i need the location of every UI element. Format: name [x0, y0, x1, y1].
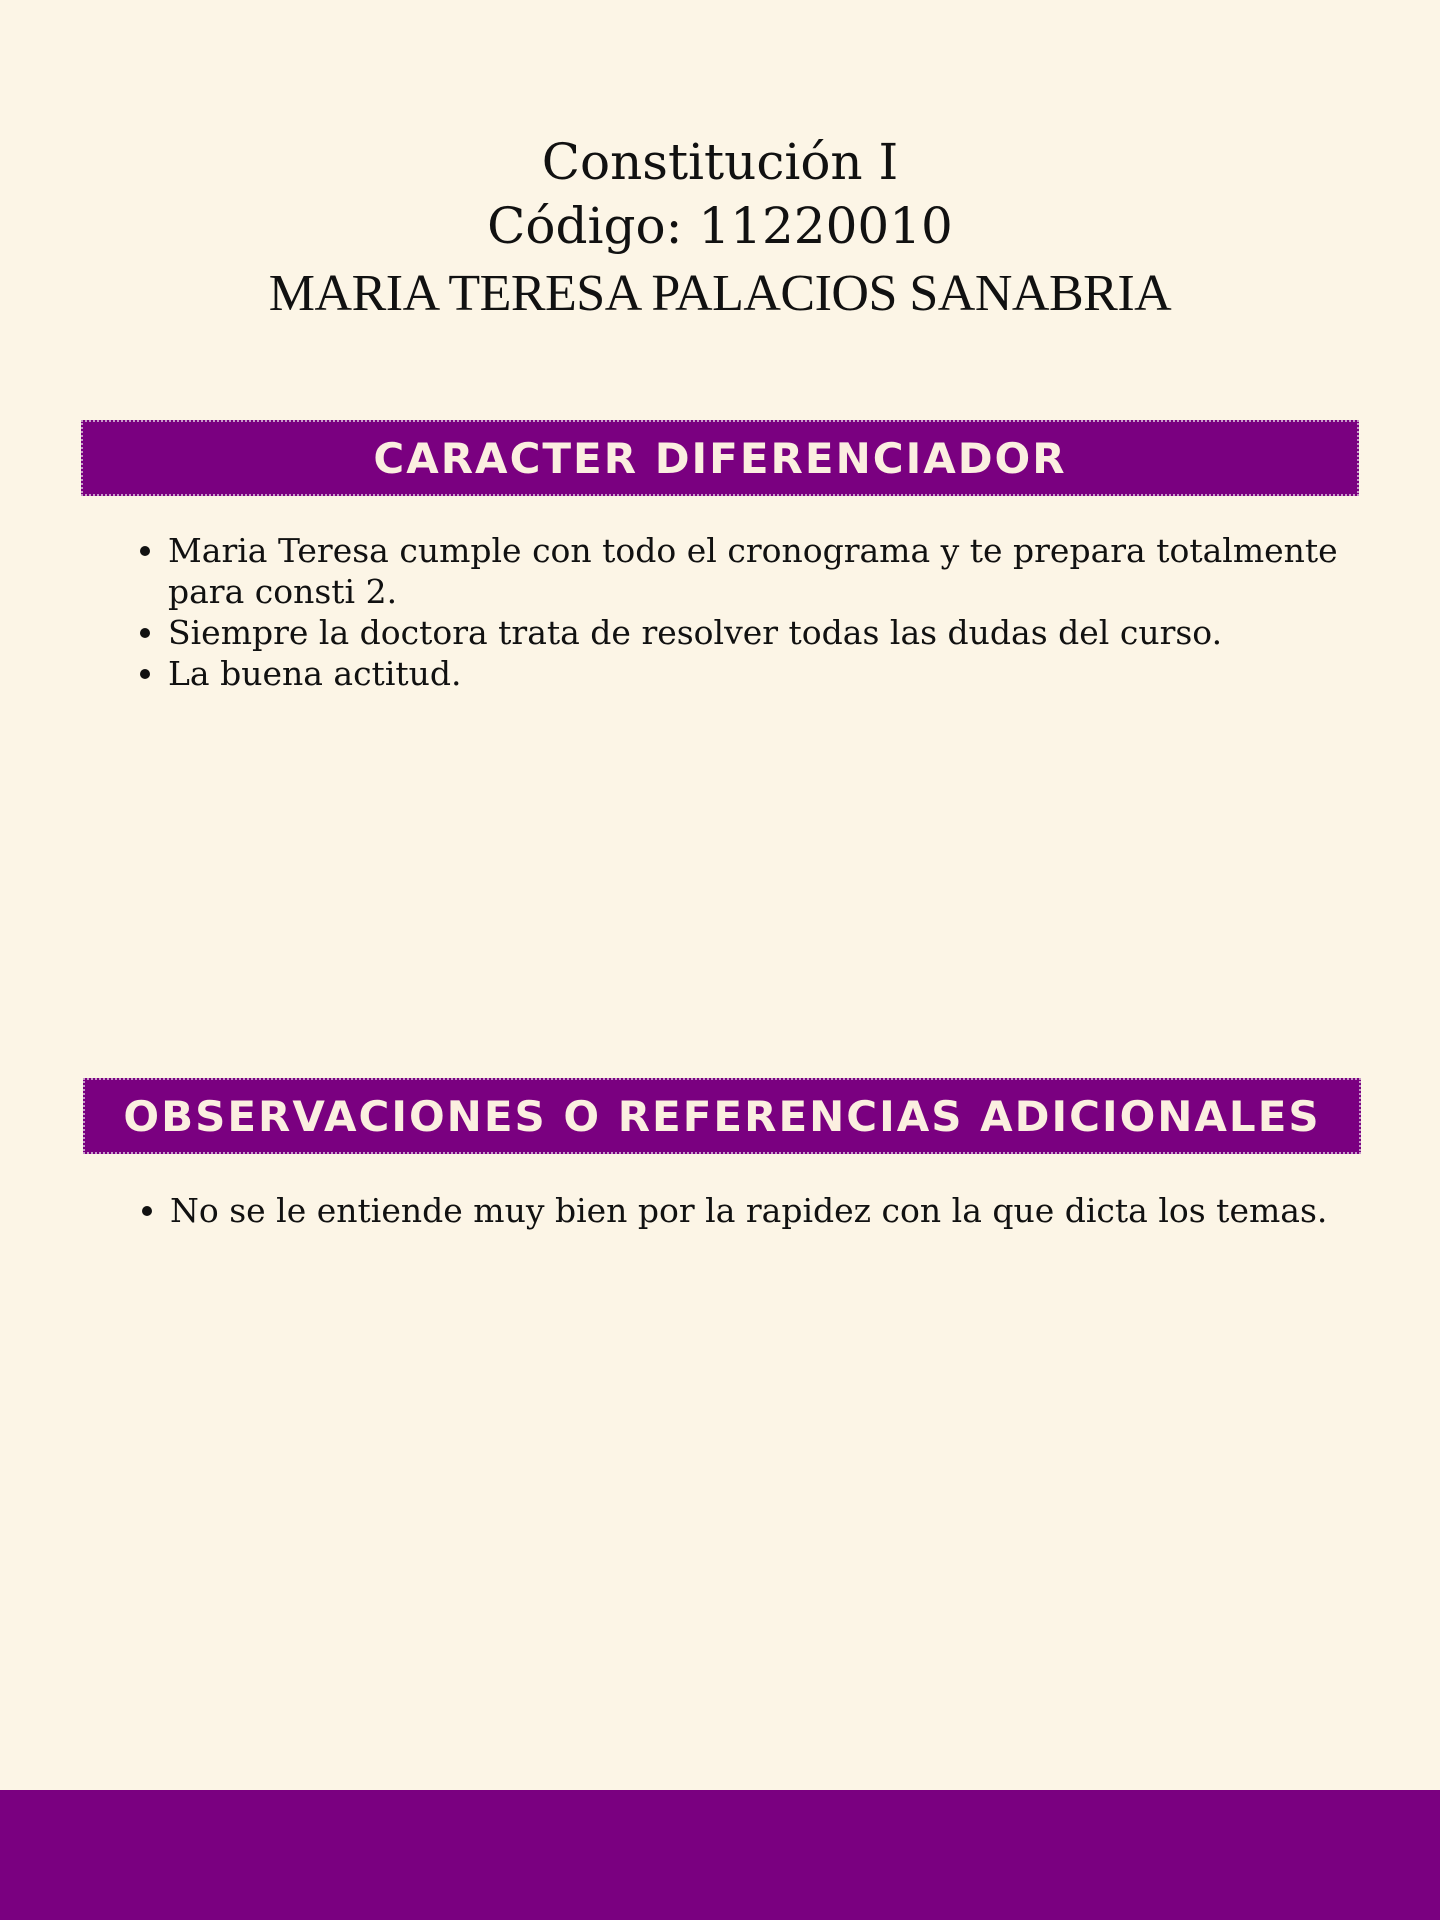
- section-banner-caracter-diferenciador: [81, 420, 1359, 496]
- section-title: OBSERVACIONES O REFERENCIAS ADICIONALES: [123, 1091, 1321, 1141]
- list-item: Maria Teresa cumple con todo el cronograma y te prepara totalmente para consti 2.: [138, 530, 1358, 612]
- professor-name: MARIA TERESA PALACIOS SANABRIA: [268, 265, 1172, 322]
- observaciones-list: [140, 1190, 1360, 1231]
- list-item: Siempre la doctora trata de resolver todas las dudas del curso.: [138, 612, 1358, 653]
- course-title: Constitución I: [541, 133, 899, 191]
- list-item: No se le entiende muy bien por la rapidez con la que dicta los temas.: [140, 1190, 1360, 1231]
- section-title: CARACTER DIFERENCIADOR: [373, 433, 1067, 483]
- document-header: [0, 130, 1440, 330]
- caracter-diferenciador-list: [138, 530, 1358, 694]
- section-banner-observaciones: [83, 1078, 1361, 1154]
- footer-band: [0, 1790, 1440, 1920]
- list-item: La buena actitud.: [138, 653, 1358, 694]
- course-code: Código: 11220010: [487, 197, 953, 255]
